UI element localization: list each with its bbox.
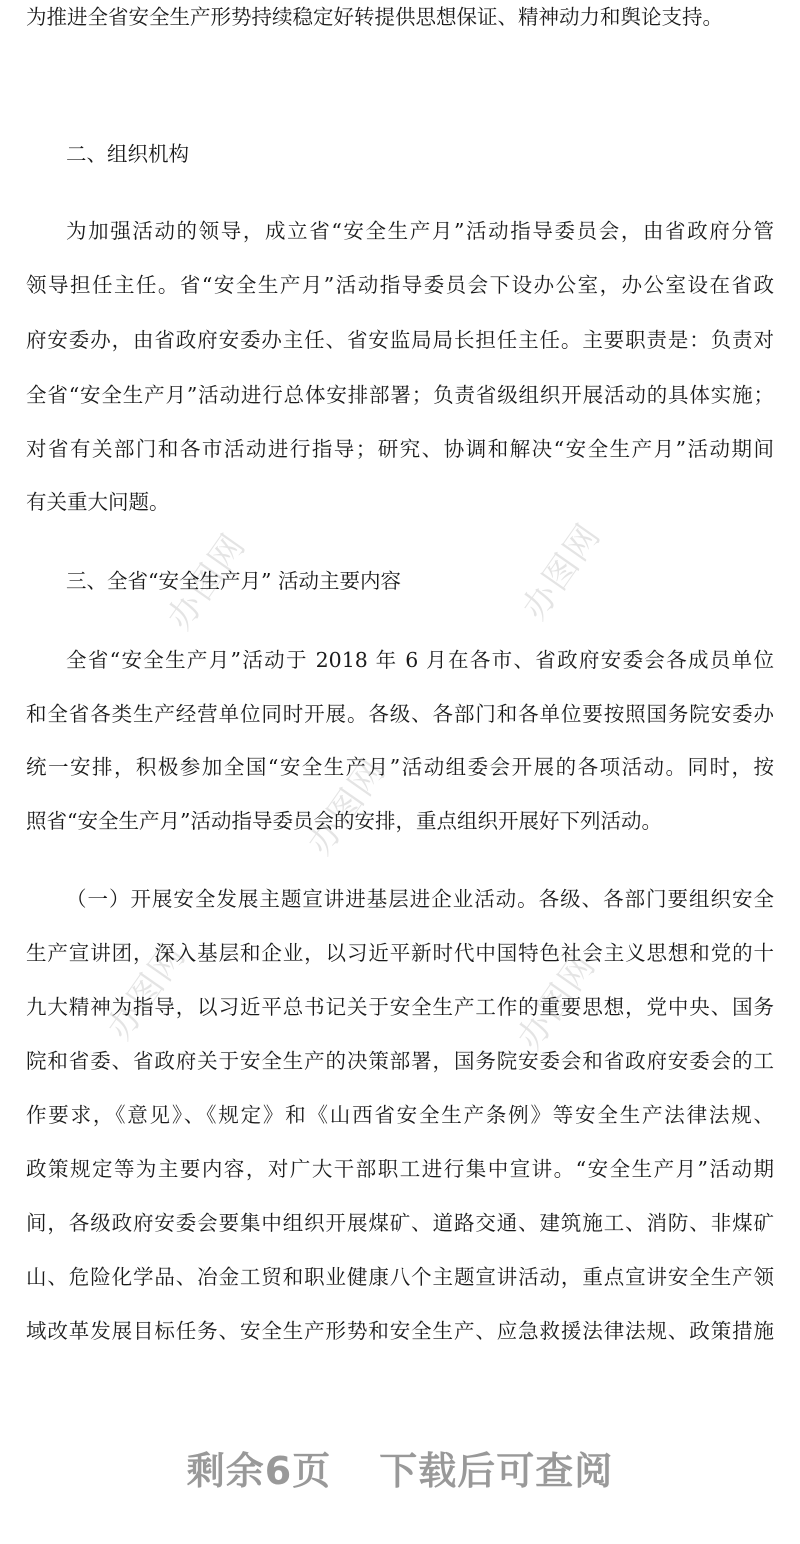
paragraph-line: （一）开展安全发展主题宣讲进基层进企业活动。各级、各部门要组织安全 <box>66 887 774 911</box>
watermark: 办图网 <box>299 750 395 863</box>
paragraph-line: 统一安排，积极参加全国“安全生产月”活动组委会开展的各项活动。同时，按 <box>26 755 774 779</box>
paragraph-line: 域改革发展目标任务、安全生产形势和安全生产、应急救援法律法规、政策措施 <box>26 1319 774 1343</box>
paragraph-line: 府安委办，由省政府安委办主任、省安监局局长担任主任。主要职责是：负责对 <box>26 328 774 352</box>
paragraph-line: 有关重大问题。 <box>26 490 170 514</box>
paragraph-line: 领导担任主任。省“安全生产月”活动指导委员会下设办公室，办公室设在省政 <box>26 273 774 297</box>
watermark: 办图网 <box>159 525 255 638</box>
paragraph-line: 全省“安全生产月”活动进行总体安排部署；负责省级组织开展活动的具体实施； <box>26 383 774 407</box>
paragraph-line: 政策规定等为主要内容，对广大干部职工进行集中宣讲。“安全生产月”活动期 <box>26 1157 774 1181</box>
watermark: 办图网 <box>509 945 605 1058</box>
paragraph-line: 全省“安全生产月”活动于 2018 年 6 月在各市、省政府安委会各成员单位 <box>66 648 774 672</box>
section-heading: 二、组织机构 <box>66 142 189 166</box>
paragraph-line: 山、危险化学品、冶金工贸和职业健康八个主题宣讲活动，重点宣讲安全生产领 <box>26 1265 774 1289</box>
paragraph-line: 为推进全省安全生产形势持续稳定好转提供思想保证、精神动力和舆论支持。 <box>26 5 723 29</box>
paragraph-line: 照省“安全生产月”活动指导委员会的安排，重点组织开展好下列活动。 <box>26 809 662 833</box>
paragraph-line: 生产宣讲团，深入基层和企业，以习近平新时代中国特色社会主义思想和党的十 <box>26 941 774 965</box>
watermark: 办图网 <box>99 935 195 1048</box>
watermark: 办图网 <box>514 515 610 628</box>
download-prompt[interactable] <box>0 1440 800 1495</box>
paragraph-line: 对省有关部门和各市活动进行指导；研究、协调和解决“安全生产月”活动期间 <box>26 437 774 461</box>
download-to-view-label: 下载后可查阅 <box>379 1449 614 1493</box>
remaining-pages-label: 剩余6页 <box>186 1449 332 1493</box>
section-heading: 三、全省“安全生产月” 活动主要内容 <box>66 569 401 593</box>
paragraph-line: 作要求，《意见》、《规定》和《山西省安全生产条例》等安全生产法律法规、 <box>26 1103 774 1127</box>
paragraph-line: 九大精神为指导，以习近平总书记关于安全生产工作的重要思想，党中央、国务 <box>26 995 774 1019</box>
paragraph-line: 院和省委、省政府关于安全生产的决策部署，国务院安委会和省政府安委会的工 <box>26 1049 774 1073</box>
paragraph-line: 为加强活动的领导，成立省“安全生产月”活动指导委员会，由省政府分管 <box>66 219 774 243</box>
paragraph-line: 间，各级政府安委会要集中组织开展煤矿、道路交通、建筑施工、消防、非煤矿 <box>26 1211 774 1235</box>
paragraph-line: 和全省各类生产经营单位同时开展。各级、各部门和各单位要按照国务院安委办 <box>26 702 774 726</box>
